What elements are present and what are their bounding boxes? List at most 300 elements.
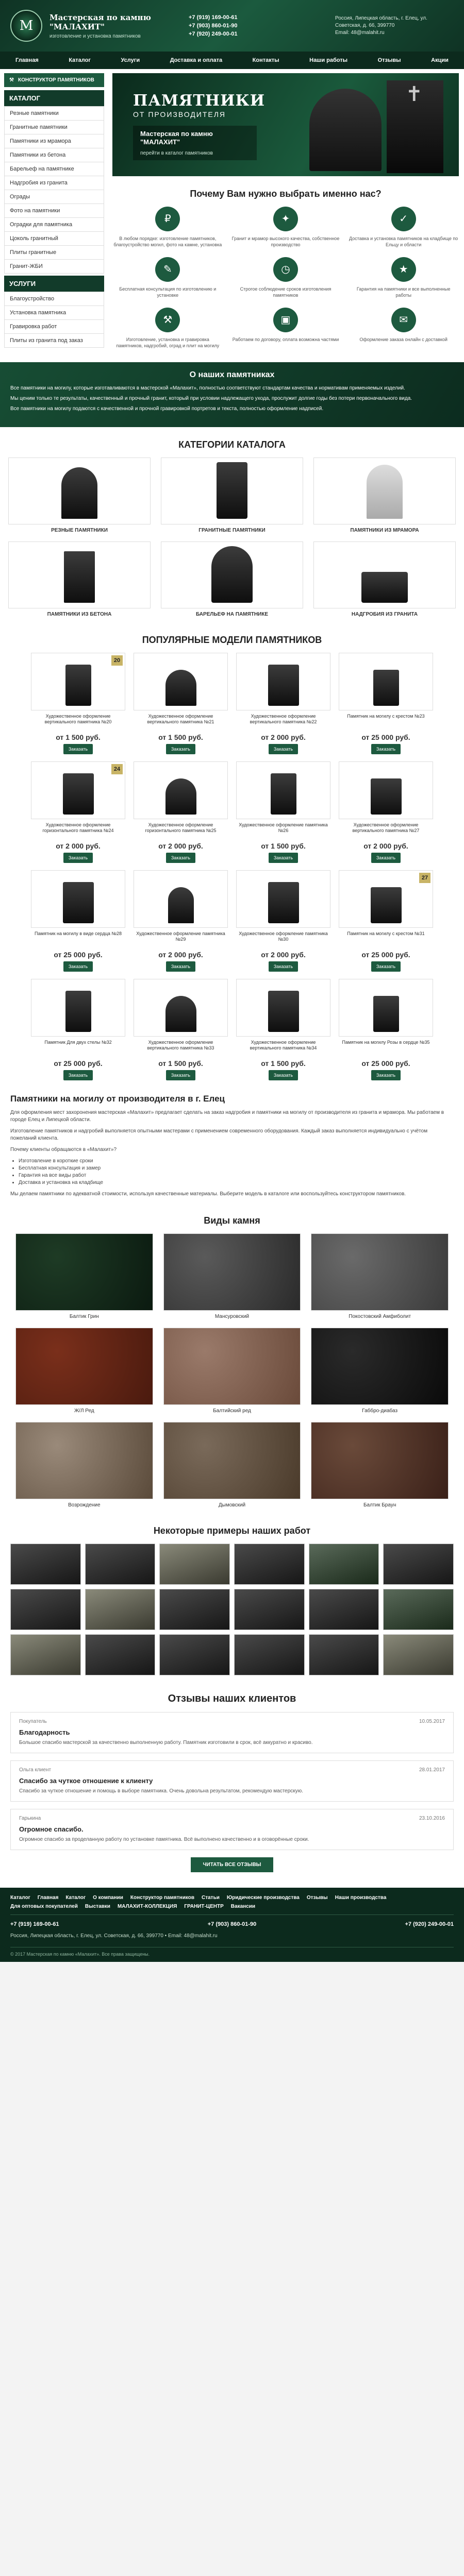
product-card[interactable]	[236, 761, 330, 863]
catalog-card[interactable]	[313, 457, 456, 533]
sidebar-service-item[interactable]: Благоустройство	[4, 292, 104, 306]
copyright: © 2017 Мастерская по камню «Малахит». Все права защищены.	[10, 1947, 454, 1957]
email-link[interactable]: Email: 48@malahit.ru	[335, 30, 385, 36]
sidebar	[0, 69, 108, 349]
top-navigation	[0, 52, 464, 69]
phone-link[interactable]: +7 (903) 860-01-90	[189, 23, 238, 29]
nav-link[interactable]: Доставка и оплата	[170, 57, 223, 63]
monument-image	[64, 551, 95, 603]
monument-image	[367, 465, 403, 519]
product-image	[134, 761, 228, 819]
stone-name: Балтик Грин	[69, 1314, 99, 1319]
logo[interactable]: М	[10, 10, 42, 42]
list-item: • Бесплатная консультация и замер	[19, 1165, 454, 1172]
stone-name: Балтийский ред	[213, 1408, 251, 1414]
product-image	[134, 870, 228, 928]
feature-icon: ✉	[391, 308, 416, 332]
address-text: Россия, Липецкая область, г. Елец, ул. Советская, д. 66, 399770	[335, 15, 427, 28]
sidebar-catalog-item[interactable]: Цоколь гранитный	[4, 232, 104, 246]
why-text: Гарантия на памятники и все выполненные работы	[356, 286, 451, 298]
work-photo[interactable]	[159, 1544, 230, 1585]
product-price: от 2 000 руб.	[56, 842, 101, 850]
order-button[interactable]: Заказать	[269, 961, 298, 972]
order-button[interactable]: Заказать	[166, 744, 195, 754]
why-item	[348, 207, 459, 248]
review-date: 10.05.2017	[419, 1719, 445, 1724]
sidebar-catalog-item[interactable]: Оградки для памятника	[4, 218, 104, 232]
constructor-button[interactable]	[4, 73, 104, 87]
product-card[interactable]	[236, 979, 330, 1080]
why-text: Работаем по договору, оплата возможна частями	[232, 337, 339, 342]
why-text: Бесплатная консультация по изготовлению и установке	[119, 286, 217, 298]
product-price: от 25 000 руб.	[361, 1059, 410, 1067]
order-button[interactable]: Заказать	[166, 853, 195, 863]
list-item: • Гарантия на все виды работ	[19, 1172, 454, 1179]
seo-paragraph: Мы делаем памятники по адекватной стоимости, используя качественные материалы. Выберите модель в каталоге или воспользуйтесь конструктором памятников.	[10, 1191, 406, 1197]
why-text: В любом порядке: изготовление памятников, благоустройство могил, фото на камне, установка	[113, 236, 222, 247]
all-reviews-button[interactable]: ЧИТАТЬ ВСЕ ОТЗЫВЫ	[191, 1857, 273, 1872]
product-price: от 25 000 руб.	[54, 1059, 103, 1067]
catalog-heading: КАТАЛОГ	[4, 90, 104, 106]
product-price: от 1 500 руб.	[158, 1059, 203, 1067]
seo-list	[10, 1158, 454, 1187]
sidebar-catalog-item[interactable]: Ограды	[4, 190, 104, 204]
footer-link[interactable]: Отзывы	[306, 1895, 328, 1901]
stone-name: Покостовский Амфиболит	[349, 1314, 411, 1319]
why-item	[348, 257, 459, 298]
product-price: от 25 000 руб.	[54, 951, 103, 959]
why-item	[112, 257, 223, 298]
order-button[interactable]: Заказать	[63, 744, 93, 754]
product-image	[236, 979, 330, 1037]
site-footer	[0, 1888, 464, 1962]
stone-swatch	[163, 1328, 301, 1405]
product-image	[31, 653, 125, 710]
order-button[interactable]: Заказать	[269, 1070, 298, 1080]
sidebar-service-item[interactable]: Установка памятника	[4, 306, 104, 320]
footer-link[interactable]: Конструктор памятников	[130, 1895, 194, 1901]
footer-link[interactable]: Вакансии	[230, 1904, 256, 1909]
catalog-card[interactable]	[8, 541, 151, 617]
product-name: Художественное оформление вертикального памятника №27	[352, 822, 420, 833]
order-button[interactable]: Заказать	[166, 1070, 195, 1080]
stone-card[interactable]	[163, 1422, 301, 1508]
footer-link[interactable]: Статьи	[201, 1895, 220, 1901]
product-name: Художественное оформление памятника №30	[239, 931, 328, 942]
stone-swatch	[311, 1328, 449, 1405]
catalog-card[interactable]	[8, 457, 151, 533]
feature-icon: ₽	[155, 207, 180, 231]
why-text: Строгое соблюдение сроков изготовления памятников	[240, 286, 332, 298]
product-card[interactable]	[236, 870, 330, 972]
work-photo[interactable]	[159, 1589, 230, 1630]
product-image	[339, 653, 433, 710]
monument-image	[371, 778, 402, 815]
phone-link[interactable]: +7 (920) 249-00-01	[189, 31, 238, 37]
product-image	[31, 761, 125, 819]
product-card[interactable]	[31, 979, 125, 1080]
reviews-title: Отзывы наших клиентов	[168, 1693, 296, 1704]
why-grid	[112, 207, 459, 349]
stones-title: Виды камня	[204, 1215, 260, 1226]
product-number-badge: 27	[419, 873, 430, 883]
seo-title: Памятники на могилу от производителя в г. Елец	[10, 1094, 225, 1104]
order-button[interactable]: Заказать	[269, 853, 298, 863]
why-text: Гранит и мрамор высокого качества, собственное производство	[231, 236, 340, 247]
services-menu	[4, 292, 104, 348]
monument-image	[63, 773, 94, 815]
content	[108, 69, 464, 349]
footer-link[interactable]: Выставки	[85, 1904, 110, 1909]
stone-name: Дымовский	[218, 1502, 246, 1508]
feature-icon: ◷	[273, 257, 298, 282]
monument-image	[165, 996, 196, 1032]
work-photo[interactable]	[85, 1634, 156, 1675]
product-image	[31, 870, 125, 928]
product-price: от 25 000 руб.	[361, 733, 410, 741]
product-card[interactable]	[236, 653, 330, 754]
catalog-caption: НАДГРОБИЯ ИЗ ГРАНИТА	[351, 612, 418, 617]
stone-card[interactable]	[311, 1328, 449, 1414]
review-author: Ольга клиент	[19, 1767, 52, 1773]
product-price: от 2 000 руб.	[261, 951, 306, 959]
review-text: Спасибо за чуткое отношение и помощь в выборе памятника. Очень довольна результатом, рекомендую мастерскую.	[19, 1788, 304, 1794]
constructor-button-label: КОНСТРУКТОР ПАМЯТНИКОВ	[18, 77, 94, 83]
review-card	[10, 1760, 454, 1802]
work-photo[interactable]	[234, 1544, 305, 1585]
monument-image	[268, 991, 299, 1032]
work-photo[interactable]	[10, 1634, 81, 1675]
about-section	[0, 362, 464, 427]
hero-subtitle: ОТ ПРОИЗВОДИТЕЛЯ	[133, 110, 226, 118]
why-text: Доставка и установка памятников на кладбище по Ельцу и области	[349, 236, 458, 247]
sidebar-service-item[interactable]: Гравировка работ	[4, 320, 104, 334]
footer-link[interactable]: МАЛАХИТ-КОЛЛЕКЦИЯ	[117, 1904, 177, 1909]
product-name: Художественное оформление вертикального памятника №33	[147, 1040, 214, 1050]
nav-link[interactable]: Акции	[431, 57, 449, 63]
product-name: Памятник на могилу в виде сердца №28	[34, 931, 122, 936]
order-button[interactable]: Заказать	[371, 1070, 401, 1080]
catalog-image	[313, 541, 456, 608]
review-title: Благодарность	[19, 1728, 70, 1736]
product-card[interactable]	[134, 761, 228, 863]
order-button[interactable]: Заказать	[63, 961, 93, 972]
main-area	[0, 69, 464, 349]
footer-link[interactable]: Наши производства	[335, 1895, 387, 1901]
product-name: Памятник Для двух стелы №32	[44, 1040, 112, 1045]
product-card[interactable]	[339, 870, 433, 972]
product-card[interactable]	[134, 870, 228, 972]
hero-box	[133, 126, 257, 160]
product-image	[339, 979, 433, 1037]
sidebar-catalog-item[interactable]: Резные памятники	[4, 106, 104, 121]
work-photo[interactable]	[383, 1589, 454, 1630]
why-item	[112, 207, 223, 248]
work-photo[interactable]	[234, 1634, 305, 1675]
product-price: от 25 000 руб.	[361, 951, 410, 959]
footer-link[interactable]: Главная	[37, 1895, 59, 1901]
stone-card[interactable]	[163, 1328, 301, 1414]
footer-link[interactable]: Для оптовых покупателей	[10, 1904, 78, 1909]
work-photo[interactable]	[85, 1589, 156, 1630]
stone-swatch	[15, 1233, 153, 1311]
catalog-card[interactable]	[313, 541, 456, 617]
about-paragraph: Все памятники на могилу, которые изготавливаются в мастерской «Малахит», полностью соответствуют стандартам качества и нормативам применяемых изделий.	[10, 385, 405, 391]
services-heading: УСЛУГИ	[4, 276, 104, 292]
product-name: Памятник на могилу Розы в сердце №35	[342, 1040, 430, 1045]
footer-phones	[10, 1921, 454, 1927]
products-grid	[0, 653, 464, 1080]
sidebar-catalog-item[interactable]: Надгробия из гранита	[4, 176, 104, 190]
stone-name: Мансуровский	[214, 1314, 250, 1319]
sidebar-catalog-item[interactable]: Памятники из бетона	[4, 148, 104, 162]
product-image	[236, 870, 330, 928]
nav-link[interactable]: Отзывы	[377, 57, 401, 63]
nav-link[interactable]: Контакты	[252, 57, 279, 63]
feature-icon: ▣	[273, 308, 298, 332]
review-meta	[19, 1719, 445, 1724]
catalog-image	[8, 457, 151, 524]
sidebar-catalog-item[interactable]: Плиты гранитные	[4, 246, 104, 260]
product-name: Художественное оформление вертикального памятника №21	[147, 714, 214, 724]
stone-swatch	[163, 1233, 301, 1311]
phone-link[interactable]: +7 (903) 860-01-90	[207, 1921, 257, 1927]
why-item	[230, 257, 341, 298]
why-title: Почему Вам нужно выбрать именно нас?	[190, 189, 382, 199]
monument-image	[65, 991, 91, 1032]
list-item: • Изготовление в короткие сроки	[19, 1158, 454, 1165]
about-title: О наших памятниках	[189, 370, 275, 379]
stone-card[interactable]	[163, 1233, 301, 1319]
product-card[interactable]	[134, 979, 228, 1080]
work-photo[interactable]	[85, 1544, 156, 1585]
monument-image	[168, 887, 194, 923]
seo-section	[0, 1094, 464, 1198]
catalog-image	[161, 457, 303, 524]
work-photo[interactable]	[10, 1544, 81, 1585]
about-paragraph: Мы ценим только те результаты, качественный и прочный гранит, который при условии надлежащего ухода, прослужит долгие годы без потери первоначального вида.	[10, 396, 412, 401]
review-date: 23.10.2016	[419, 1816, 445, 1821]
products-title: ПОПУЛЯРНЫЕ МОДЕЛИ ПАМЯТНИКОВ	[142, 635, 322, 645]
catalog-grid	[0, 457, 464, 617]
footer-navigation	[10, 1895, 454, 1915]
brand	[49, 13, 178, 39]
work-photo[interactable]	[383, 1544, 454, 1585]
review-text: Большое спасибо мастерской за качественно выполненную работу. Памятник изготовили в срок, всё аккуратно и красиво.	[19, 1740, 313, 1745]
product-card[interactable]	[339, 761, 433, 863]
order-button[interactable]: Заказать	[371, 853, 401, 863]
product-price: от 1 500 руб.	[261, 1059, 306, 1067]
monument-image	[65, 665, 91, 706]
product-image	[339, 761, 433, 819]
work-photo[interactable]	[383, 1634, 454, 1675]
sidebar-service-item[interactable]: Плиты из гранита под заказ	[4, 334, 104, 348]
product-name: Художественное оформление памятника №29	[136, 931, 225, 942]
work-photo[interactable]	[309, 1634, 379, 1675]
wrench-icon: ⚒	[9, 77, 14, 83]
monument-image	[211, 546, 253, 603]
stone-name: Габбро-диабаз	[362, 1408, 398, 1414]
nav-link[interactable]: Услуги	[121, 57, 140, 63]
stone-card[interactable]	[15, 1422, 153, 1508]
work-photo[interactable]	[234, 1589, 305, 1630]
product-card[interactable]	[31, 653, 125, 754]
footer-link[interactable]: Юридические производства	[226, 1895, 300, 1901]
stone-card[interactable]	[15, 1328, 153, 1414]
nav-link[interactable]: Главная	[15, 57, 39, 63]
why-text: Изготовление, установка и гравировка памятников, надгробий, оград и плит на могилу	[116, 337, 220, 348]
monument-image	[165, 778, 196, 815]
product-image	[339, 870, 433, 928]
footer-link[interactable]: Каталог	[65, 1895, 86, 1901]
product-price: от 2 000 руб.	[158, 842, 203, 850]
stone-name: Возрождение	[68, 1502, 101, 1508]
stones-grid	[0, 1233, 464, 1508]
product-name: Памятник на могилу с крестом №23	[347, 714, 425, 719]
stone-card[interactable]	[15, 1233, 153, 1319]
stone-name: Ж/Л Ред	[74, 1408, 94, 1414]
monument-image	[309, 89, 382, 171]
order-button[interactable]: Заказать	[166, 961, 195, 972]
product-card[interactable]	[339, 653, 433, 754]
reviews-list	[0, 1712, 464, 1850]
product-image	[134, 653, 228, 710]
product-price: от 2 000 руб.	[261, 733, 306, 741]
footer-link[interactable]: Каталог	[10, 1895, 30, 1901]
hero-title: ПАМЯТНИКИ	[133, 92, 266, 110]
review-text: Огромное спасибо за проделанную работу по установке памятника. Всё выполнено качественно и в оговорённые сроки.	[19, 1837, 309, 1842]
site-header	[0, 0, 464, 52]
site-title: Мастерская по камню "МАЛАХИТ"	[49, 12, 151, 31]
why-item	[112, 308, 223, 349]
review-meta	[19, 1767, 445, 1773]
catalog-image	[313, 457, 456, 524]
catalog-caption: ПАМЯТНИКИ ИЗ БЕТОНА	[47, 612, 112, 617]
header-address	[335, 15, 454, 37]
stone-name: Балтик Браун	[363, 1502, 396, 1508]
stone-card[interactable]	[311, 1233, 449, 1319]
order-button[interactable]: Заказать	[371, 961, 401, 972]
product-card[interactable]	[134, 653, 228, 754]
hero-box-title: Мастерская по камню "МАЛАХИТ"	[140, 130, 213, 146]
stone-swatch	[15, 1422, 153, 1499]
work-photo[interactable]	[309, 1544, 379, 1585]
catalog-image	[161, 541, 303, 608]
sidebar-catalog-item[interactable]: Гранит-ЖБИ	[4, 260, 104, 274]
monument-image	[63, 882, 94, 923]
hero-box-link[interactable]: перейти в каталог памятников	[140, 150, 213, 156]
footer-link[interactable]: О компании	[93, 1895, 123, 1901]
feature-icon: ✦	[273, 207, 298, 231]
cross-icon: ✝	[405, 83, 423, 106]
review-card	[10, 1712, 454, 1753]
sidebar-catalog-item[interactable]: Фото на памятники	[4, 204, 104, 218]
stone-card[interactable]	[311, 1422, 449, 1508]
product-price: от 1 500 руб.	[261, 842, 306, 850]
hero-banner[interactable]	[112, 73, 459, 176]
feature-icon: ⚒	[155, 308, 180, 332]
work-photo[interactable]	[159, 1634, 230, 1675]
works-title: Некоторые примеры наших работ	[153, 1526, 311, 1536]
order-button[interactable]: Заказать	[63, 1070, 93, 1080]
catalog-title: КАТЕГОРИИ КАТАЛОГА	[178, 439, 286, 450]
product-image	[236, 761, 330, 819]
monument-image	[217, 462, 247, 519]
list-item: • Доставка и установка на кладбище	[19, 1179, 454, 1187]
product-name: Памятник на могилу с крестом №31	[347, 931, 425, 936]
product-price: от 2 000 руб.	[363, 842, 408, 850]
feature-icon: ✓	[391, 207, 416, 231]
product-image	[236, 653, 330, 710]
monument-image	[271, 773, 296, 815]
catalog-card[interactable]	[161, 457, 303, 533]
seo-paragraph: Изготовление памятников и надгробий выполняется опытными мастерами с применением современного оборудования. Каждый заказ выполняется индивидуально с учётом пожеланий клиента.	[10, 1128, 428, 1141]
monument-image	[371, 887, 402, 923]
work-photo[interactable]	[10, 1589, 81, 1630]
product-name: Художественное оформление горизонтального памятника №24	[42, 822, 114, 833]
monument-image	[373, 996, 399, 1032]
sidebar-catalog-item[interactable]: Барельеф на памятнике	[4, 162, 104, 176]
stone-swatch	[15, 1328, 153, 1405]
header-phones	[189, 13, 237, 38]
monument-image	[268, 882, 299, 923]
nav-link[interactable]: Наши работы	[309, 57, 348, 63]
product-number-badge: 24	[111, 764, 123, 774]
work-photo[interactable]	[309, 1589, 379, 1630]
monument-image	[361, 572, 408, 603]
sidebar-catalog-item[interactable]: Памятники из мрамора	[4, 134, 104, 148]
stone-swatch	[311, 1422, 449, 1499]
order-button[interactable]: Заказать	[371, 744, 401, 754]
review-author: Гарькина	[19, 1816, 41, 1821]
works-gallery	[0, 1544, 464, 1675]
product-price: от 2 000 руб.	[158, 951, 203, 959]
product-name: Художественное оформление вертикального памятника №22	[250, 714, 317, 724]
review-card	[10, 1809, 454, 1850]
order-button[interactable]: Заказать	[63, 853, 93, 863]
product-name: Художественное оформление памятника №26	[239, 822, 328, 833]
phone-link[interactable]: +7 (919) 169-00-61	[10, 1921, 59, 1927]
catalog-card[interactable]	[161, 541, 303, 617]
phone-link[interactable]: +7 (920) 249-00-01	[405, 1921, 454, 1927]
seo-paragraph: Для оформления мест захоронения мастерская «Малахит» предлагает сделать на заказ надгробия и памятники на могилу от производителя из гранита и мрамора. Мы работаем в городе Елец и Липецкой области.	[10, 1110, 444, 1123]
product-name: Художественное оформление горизонтального памятника №25	[145, 822, 217, 833]
monument-image	[61, 467, 97, 519]
order-button[interactable]: Заказать	[269, 744, 298, 754]
site-subtitle: изготовление и установка памятников	[49, 33, 141, 39]
monument-image	[373, 670, 399, 706]
catalog-caption: РЕЗНЫЕ ПАМЯТНИКИ	[51, 528, 108, 533]
why-item	[230, 207, 341, 248]
review-author: Покупатель	[19, 1719, 47, 1724]
why-item	[348, 308, 459, 349]
product-card[interactable]	[31, 761, 125, 863]
nav-link[interactable]: Каталог	[69, 57, 91, 63]
catalog-caption: ПАМЯТНИКИ ИЗ МРАМОРА	[350, 528, 419, 533]
monument-image	[268, 665, 299, 706]
footer-link[interactable]: ГРАНИТ-ЦЕНТР	[184, 1904, 224, 1909]
sidebar-catalog-item[interactable]: Гранитные памятники	[4, 121, 104, 134]
phone-link[interactable]: +7 (919) 169-00-61	[189, 14, 238, 21]
product-number-badge: 20	[111, 655, 123, 666]
monument-image	[165, 670, 196, 706]
feature-icon: ✎	[155, 257, 180, 282]
review-meta	[19, 1816, 445, 1821]
catalog-caption: БАРЕЛЬЕФ НА ПАМЯТНИКЕ	[196, 612, 268, 617]
product-name: Художественное оформление вертикального памятника №34	[250, 1040, 317, 1050]
product-card[interactable]	[339, 979, 433, 1080]
product-card[interactable]	[31, 870, 125, 972]
